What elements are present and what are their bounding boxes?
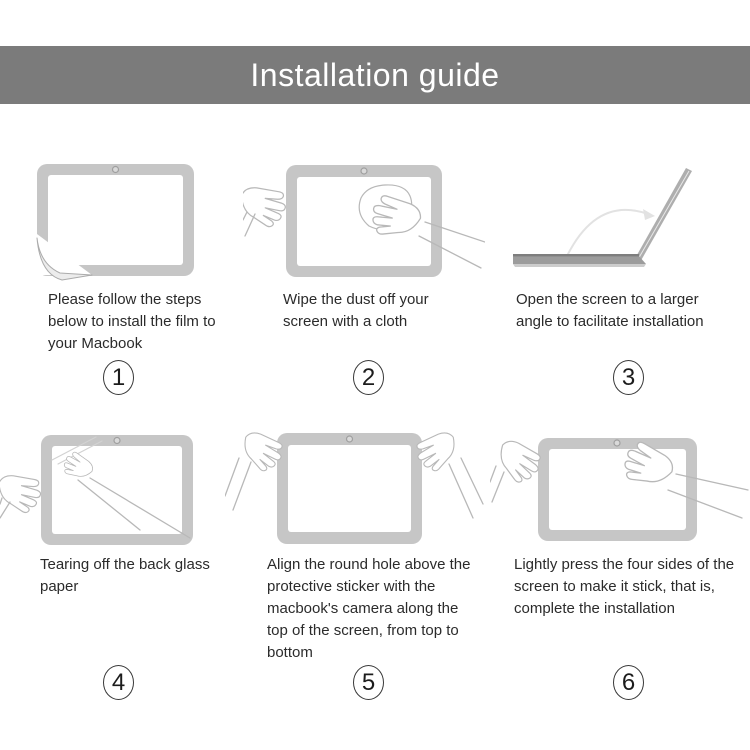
header-banner bbox=[0, 46, 750, 104]
step-4-caption: Tearing off the back glass paper bbox=[40, 556, 210, 595]
step-4-illustration bbox=[0, 426, 245, 571]
open-laptop-icon bbox=[505, 158, 720, 278]
step-2-number-badge: 2 bbox=[353, 360, 384, 395]
step-6-caption: Lightly press the four sides of the screen to make it stick, that is, complete the installation bbox=[514, 556, 735, 617]
wipe-screen-icon bbox=[243, 156, 485, 290]
camera-icon bbox=[361, 168, 367, 174]
step-2-caption: Wipe the dust off your screen with a cloth bbox=[283, 291, 429, 330]
screen-panel bbox=[288, 445, 411, 532]
align-film-icon bbox=[225, 424, 525, 569]
step-1-illustration bbox=[36, 160, 206, 287]
open-arrow-icon bbox=[567, 210, 648, 256]
step-1-caption: Please follow the steps below to install the film to your Macbook bbox=[48, 291, 216, 352]
holding-arm-lines bbox=[490, 466, 504, 502]
laptop-base-lip bbox=[513, 264, 646, 267]
arrowhead bbox=[643, 209, 655, 220]
step-5-number-badge: 5 bbox=[353, 665, 384, 700]
camera-icon bbox=[114, 438, 120, 444]
step-6-number-badge: 6 bbox=[613, 665, 644, 700]
press-sides-icon bbox=[490, 424, 750, 569]
step-3-caption: Open the screen to a larger angle to facilitate installation bbox=[516, 291, 704, 330]
macbook-film-icon bbox=[36, 160, 206, 282]
step-3-illustration bbox=[505, 158, 720, 283]
laptop-base-edge bbox=[513, 254, 639, 256]
helper-hand-icon bbox=[0, 476, 41, 513]
right-arm-lines bbox=[449, 458, 483, 518]
step-2-illustration bbox=[243, 156, 485, 295]
left-hand-icon bbox=[243, 188, 285, 227]
step-3-number-badge: 3 bbox=[613, 360, 644, 395]
step-4-number-badge: 4 bbox=[103, 665, 134, 700]
step-5-illustration bbox=[225, 424, 525, 574]
step-1-number-badge: 1 bbox=[103, 360, 134, 395]
step-5-caption: Align the round hole above the protective sticker with the macbook's camera along the top of the screen, from top to bottom bbox=[267, 556, 471, 661]
camera-icon bbox=[347, 436, 353, 442]
page-title: Installation guide bbox=[250, 56, 500, 93]
left-arm-lines bbox=[225, 458, 251, 510]
screen-panel bbox=[48, 175, 183, 265]
camera-icon bbox=[614, 440, 620, 446]
tear-paper-icon bbox=[0, 426, 245, 566]
camera-icon bbox=[113, 167, 119, 173]
step-6-illustration bbox=[490, 424, 750, 574]
